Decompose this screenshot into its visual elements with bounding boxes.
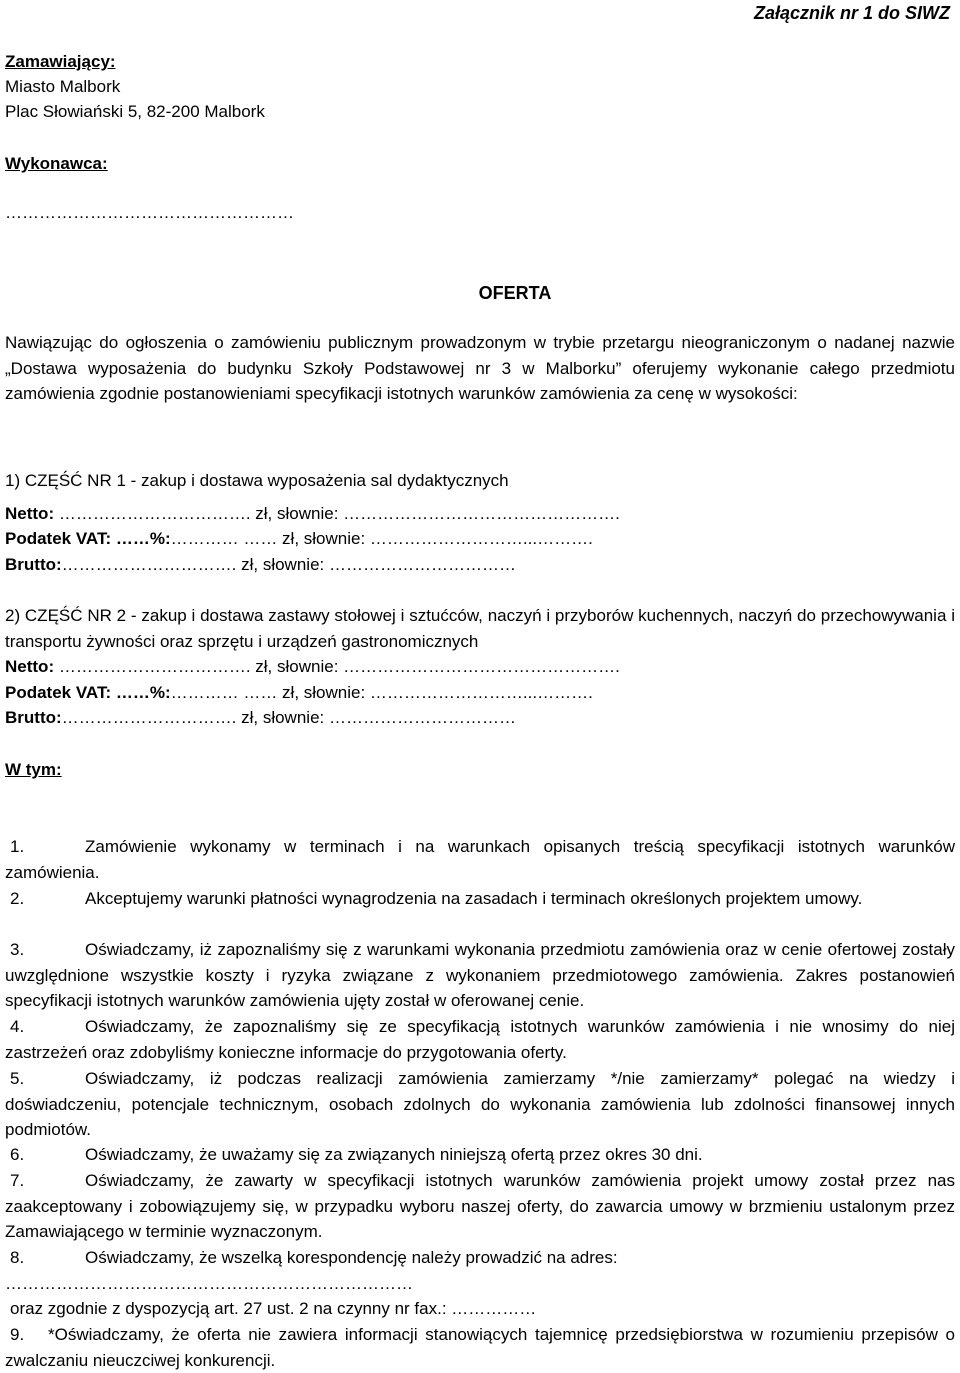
list-item-number: 6. xyxy=(10,1145,25,1164)
part2-netto-label: Netto: xyxy=(5,657,55,676)
zamawiajacy-label: Zamawiający: xyxy=(5,52,116,71)
intro-paragraph: Nawiązując do ogłoszenia o zamówieniu publicznym prowadzonym w trybie przetargu nieograniczonym o nadanej nazwie „Dostawa wyposażenia do budynku Szkoły Podstawowej nr 3 w Malborku” oferujemy wykonanie całego przedmiotu zamówienia zgodnie postanowieniami specyfikacji istotnych warunków zamówienia za cenę w wysokości: xyxy=(5,333,955,403)
part2-netto-blank: ……………………………. zł, słownie: …………………………………………. xyxy=(54,657,620,676)
list-item xyxy=(5,1014,955,1065)
wykonawca-label: Wykonawca: xyxy=(5,154,108,173)
address-blank: ……………………………………………………………… xyxy=(5,1274,413,1293)
zamawiajacy-name: Miasto Malbork xyxy=(5,77,121,96)
list-item xyxy=(5,834,955,885)
wykonawca-blank: …………………………………………… xyxy=(5,203,294,222)
list-item-number: 1. xyxy=(10,837,25,856)
list-item-text: Oświadczamy, że uważamy się za związanych niniejszą ofertą przez okres 30 dni. xyxy=(85,1145,703,1164)
list-item-text: Oświadczamy, iż zapoznaliśmy się z warunkami wykonania przedmiotu zamówienia oraz w cenie ofertowej zostały uwzględnione wszystkie koszty i ryzyka związane z wykonaniem przedmiotowego zamówienia. Zakres postanowień specyfikacji istotnych warunków zamówienia ujęty został w oferowanej cenie. xyxy=(5,940,955,1010)
part1-vat-blank: ………… …… zł, słownie: ………………………...………. xyxy=(170,529,593,548)
fax-line: oraz zgodnie z dyspozycją art. 27 ust. 2 na czynny nr fax.: …………… xyxy=(10,1299,537,1318)
list-item-number: 4. xyxy=(10,1017,25,1036)
list-item-text: Zamówienie wykonamy w terminach i na warunkach opisanych treścią specyfikacji istotnych warunków zamówienia. xyxy=(5,837,955,882)
list-item xyxy=(5,1066,955,1143)
list-item-number: 7. xyxy=(10,1171,25,1190)
part2-vat xyxy=(5,680,593,706)
part2-brutto xyxy=(5,705,516,731)
list-item-text: Oświadczamy, że zapoznaliśmy się ze specyfikacją istotnych warunków zamówienia i nie wnosimy do niej zastrzeżeń oraz zdobyliśmy konieczne informacje do przygotowania oferty. xyxy=(5,1017,955,1062)
part1-heading: 1) CZĘŚĆ NR 1 - zakup i dostawa wyposażenia sal dydaktycznych xyxy=(5,471,509,490)
list-item xyxy=(5,1245,955,1271)
part2-vat-blank: ………… …… zł, słownie: ………………………...………. xyxy=(170,683,593,702)
part1-brutto xyxy=(5,552,516,578)
part2-brutto-blank: …………………………. zł, słownie: …………………………… xyxy=(61,708,516,727)
list-item xyxy=(5,1168,955,1245)
list-item-text: Oświadczamy, że zawarty w specyfikacji istotnych warunków zamówienia projekt umowy został przez nas zaakceptowany i zobowiązujemy się, w przypadku wyboru naszej oferty, do zawarcia umowy w brzmieniu ustalonym przez Zamawiającego w terminie wyznaczonym. xyxy=(5,1171,955,1241)
part1-netto xyxy=(5,501,620,527)
part2-heading: 2) CZĘŚĆ NR 2 - zakup i dostawa zastawy stołowej i sztućców, naczyń i przyborów kuchennych, naczyń do przechowywania i transportu żywności oraz sprzętu i urządzeń gastronomicznych xyxy=(5,606,955,651)
annex-label: Załącznik nr 1 do SIWZ xyxy=(753,3,950,23)
part1-vat-label: Podatek VAT: ……%: xyxy=(5,529,171,548)
list-item xyxy=(5,1322,955,1373)
list-item-text: Akceptujemy warunki płatności wynagrodzenia na zasadach i terminach określonych projektem umowy. xyxy=(85,889,863,908)
list-item xyxy=(5,886,955,912)
zamawiajacy-address: Plac Słowiański 5, 82-200 Malbork xyxy=(5,102,265,121)
list-item-number: 9. xyxy=(10,1325,25,1344)
list-item-number: 2. xyxy=(10,889,25,908)
list-item-number: 5. xyxy=(10,1069,25,1088)
list-item-text: Oświadczamy, iż podczas realizacji zamówienia zamierzamy */nie zamierzamy* polegać na wiedzy i doświadczeniu, potencjale technicznym, osobach zdolnych do wykonania zamówienia lub zdolności finansowej innych podmiotów. xyxy=(5,1069,955,1139)
part1-brutto-blank: …………………………. zł, słownie: …………………………… xyxy=(61,555,516,574)
list-item xyxy=(5,937,955,1014)
list-item-number: 3. xyxy=(10,940,25,959)
list-item-text: *Oświadczamy, że oferta nie zawiera informacji stanowiących tajemnicę przedsiębiorstwa w rozumieniu przepisów o zwalczaniu nieuczciwej konkurencji. xyxy=(5,1325,955,1370)
part1-vat xyxy=(5,526,593,552)
part1-brutto-label: Brutto: xyxy=(5,555,62,574)
part2-brutto-label: Brutto: xyxy=(5,708,62,727)
list-item-text: Oświadczamy, że wszelką korespondencję należy prowadzić na adres: xyxy=(85,1248,618,1267)
part1-netto-blank: ……………………………. zł, słownie: …………………………………………. xyxy=(54,504,620,523)
part2-netto xyxy=(5,654,620,680)
part2-vat-label: Podatek VAT: ……%: xyxy=(5,683,171,702)
part1-netto-label: Netto: xyxy=(5,504,55,523)
list-item-number: 8. xyxy=(10,1248,25,1267)
list-item xyxy=(5,1142,955,1168)
w-tym-label: W tym: xyxy=(5,760,62,779)
document-title: OFERTA xyxy=(478,283,552,303)
